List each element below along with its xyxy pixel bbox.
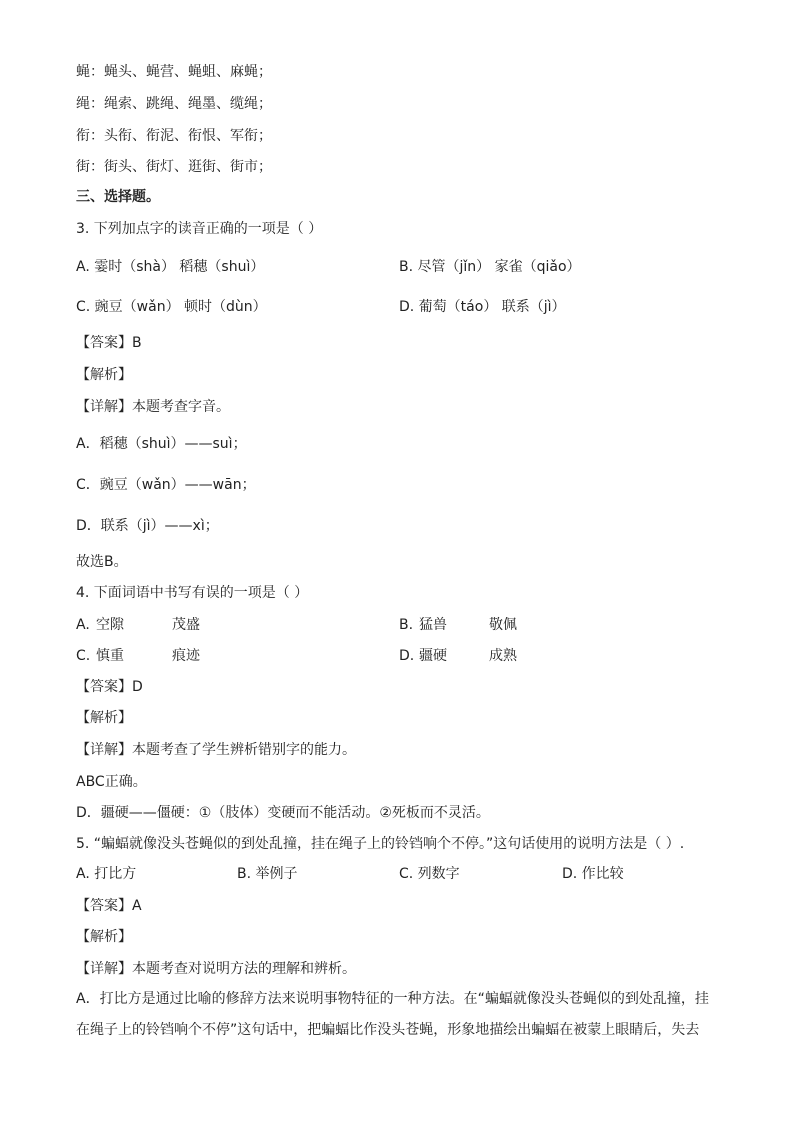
q3-option-d: D. 葡萄（táo） 联系（jì） bbox=[399, 299, 566, 315]
q3-analysis: 【解析】 bbox=[76, 367, 132, 383]
q4-stem: 4. 下面词语中书写有误的一项是（ ） bbox=[76, 585, 309, 601]
word-group-jie: 街：街头、街灯、逛街、街市； bbox=[76, 159, 272, 175]
q3-detail: 【详解】本题考查字音。 bbox=[76, 399, 230, 415]
q4-option-b bbox=[399, 616, 699, 634]
q5-stem: 5. “蝙蝠就像没头苍蝇似的到处乱撞，挂在绳子上的铃铛响个不停。”这句话使用的说明方法是（ ）. bbox=[76, 836, 685, 852]
q3-explain-c: C．豌豆（wǎn）——wān； bbox=[76, 477, 256, 493]
word-group-xian: 衔：头衔、衔泥、衔恨、军衔； bbox=[76, 128, 272, 144]
q5-detail: 【详解】本题考查对说明方法的理解和辨析。 bbox=[76, 961, 356, 977]
q4-option-c bbox=[76, 647, 376, 665]
option-word-1: 疆硬 bbox=[419, 648, 447, 664]
q3-explain-d: D．联系（jì）——xì； bbox=[76, 518, 219, 534]
word-group-sheng: 绳：绳索、跳绳、绳墨、缆绳； bbox=[76, 96, 272, 112]
q5-option-b: B. 举例子 bbox=[237, 866, 298, 882]
option-word-1: 空隙 bbox=[96, 617, 124, 633]
q5-explain-line-2: 在绳子上的铃铛响个不停”这句话中，把蝙蝠比作没头苍蝇，形象地描绘出蝙蝠在被蒙上眼睛后，失去 bbox=[76, 1022, 700, 1038]
q4-option-a bbox=[76, 616, 376, 634]
section-title: 三、选择题。 bbox=[76, 189, 160, 205]
q3-explain-a: A．稻穗（shuì）——suì； bbox=[76, 436, 247, 452]
q3-answer: 【答案】B bbox=[76, 335, 142, 351]
q5-explain-line-1: A．打比方是通过比喻的修辞方法来说明事物特征的一种方法。在“蝙蝠就像没头苍蝇似的到处乱撞，挂 bbox=[76, 991, 709, 1007]
q4-analysis: 【解析】 bbox=[76, 710, 132, 726]
q5-answer: 【答案】A bbox=[76, 898, 142, 914]
q3-stem: 3. 下列加点字的读音正确的一项是（ ） bbox=[76, 221, 323, 237]
q3-option-a: A. 霎时（shà） 稻穗（shuì） bbox=[76, 259, 265, 275]
option-word-1: 慎重 bbox=[96, 648, 124, 664]
q4-explain-1: ABC正确。 bbox=[76, 774, 147, 790]
q5-option-c: C. 列数字 bbox=[399, 866, 460, 882]
q5-option-d: D. 作比较 bbox=[562, 866, 624, 882]
option-word-2: 成熟 bbox=[489, 648, 517, 664]
option-letter: B. bbox=[399, 617, 414, 633]
q4-explain-2: D．疆硬——僵硬：①（肢体）变硬而不能活动。②死板而不灵活。 bbox=[76, 805, 490, 821]
option-word-1: 猛兽 bbox=[419, 617, 447, 633]
option-word-2: 敬佩 bbox=[489, 617, 517, 633]
word-group-ying: 蝇：蝇头、蝇营、蝇蛆、麻蝇； bbox=[76, 64, 272, 80]
q3-option-b: B. 尽管（jǐn） 家雀（qiǎo） bbox=[399, 259, 581, 275]
q5-analysis: 【解析】 bbox=[76, 929, 132, 945]
option-letter: C. bbox=[76, 648, 91, 664]
q4-answer: 【答案】D bbox=[76, 679, 143, 695]
q3-conclusion: 故选B。 bbox=[76, 554, 128, 570]
q4-detail: 【详解】本题考查了学生辨析错别字的能力。 bbox=[76, 742, 356, 758]
q4-option-d bbox=[399, 647, 699, 665]
q5-option-a: A. 打比方 bbox=[76, 866, 137, 882]
option-word-2: 痕迹 bbox=[172, 648, 200, 664]
option-word-2: 茂盛 bbox=[172, 617, 200, 633]
option-letter: D. bbox=[399, 648, 415, 664]
option-letter: A. bbox=[76, 617, 90, 633]
q3-option-c: C. 豌豆（wǎn） 顿时（dùn） bbox=[76, 299, 267, 315]
